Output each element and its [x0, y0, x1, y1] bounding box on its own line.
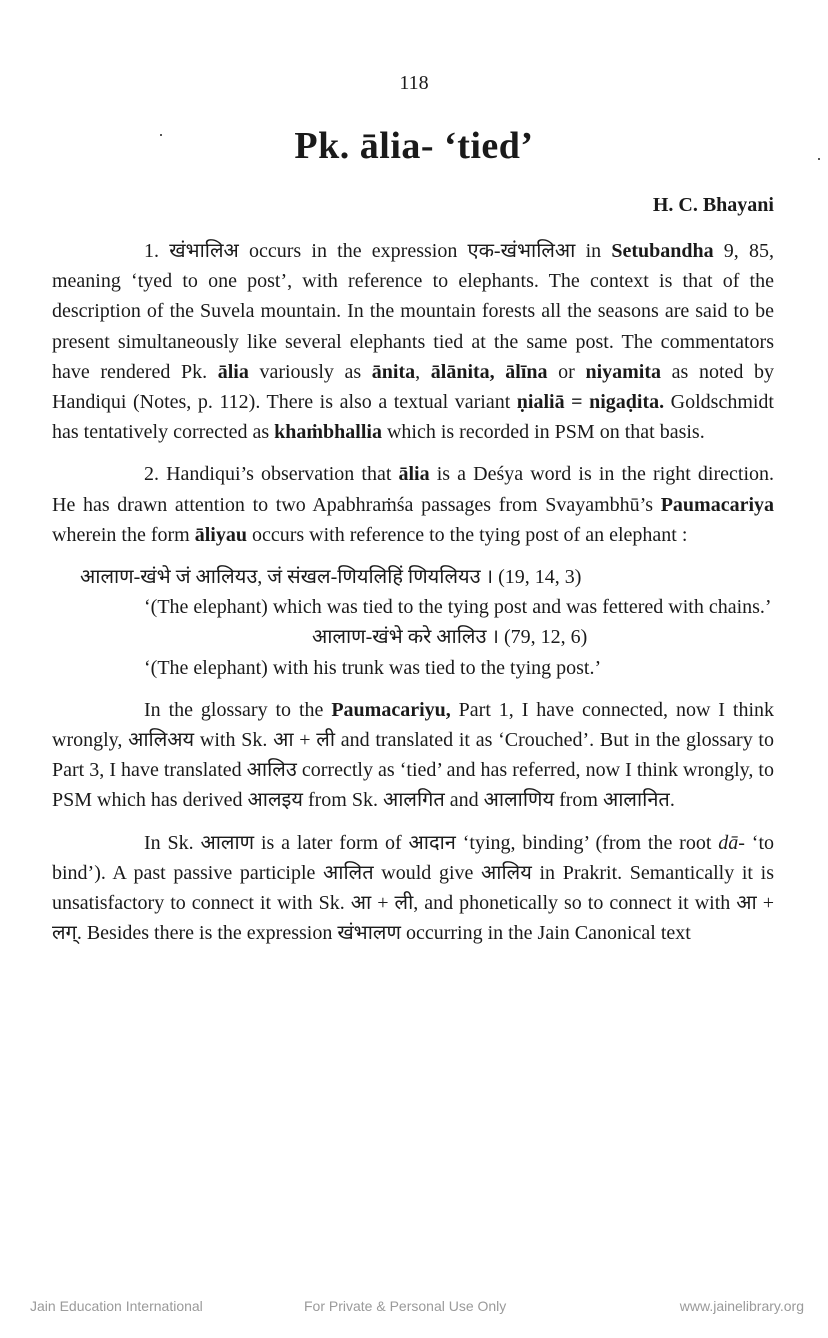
bold-term: ālānita, [430, 360, 495, 383]
verse-quote-1: आलाण-खंभे जं आलियउ, जं संखल-णियलिहिं णियलियउ । (19, 14, 3) [80, 566, 582, 589]
article-body [52, 236, 774, 948]
bold-term: ālia [217, 360, 249, 383]
text-run: In Sk. आलाण is a later form of आदान ‘tying, binding’ (from the root [144, 831, 719, 854]
text-run: as noted by Handiqui (Notes, p. 112). There is also a textual variant [52, 360, 774, 414]
bold-term: Setubandha [611, 240, 714, 262]
article-title: Pk. ālia- ‘tied’ [294, 125, 534, 167]
text-run [495, 361, 506, 383]
bold-term: āliyau [194, 523, 247, 546]
bold-term: khaṁbhallia [274, 421, 382, 444]
translation-2: ‘(The elephant) with his trunk was tied to the tying post.’ [144, 656, 602, 679]
footer-usage-note: For Private & Personal Use Only [304, 1298, 507, 1314]
footer-publisher: Jain Education International [30, 1298, 203, 1314]
paragraph-3 [52, 695, 774, 816]
bold-term: niyamita [585, 360, 662, 383]
text-run: wherein the form [52, 523, 195, 546]
text-run: In the glossary to the [144, 698, 332, 721]
italic-term: dā- [718, 831, 745, 854]
text-run: , [415, 360, 431, 383]
page-number: 118 [399, 72, 429, 94]
translation-1: ‘(The elephant) which was tied to the tying post and was fettered with chains.’ [144, 596, 772, 619]
bold-term: Paumacariyu, [331, 698, 451, 721]
scan-speck [160, 134, 162, 136]
text-run: 1. खंभालिअ occurs in the expression एक-खंभालिआ in [144, 240, 612, 262]
author-name: H. C. Bhayani [652, 194, 774, 216]
paragraph-1 [52, 236, 774, 447]
text-run: Goldschmidt has tentatively corrected as [52, 391, 774, 444]
text-run: is a Deśya word is in the right direction. He has drawn attention to two Apabhraṁśa passages from Svayambhū’s [52, 463, 774, 516]
text-run: variously as [248, 360, 372, 383]
text-run: occurs with reference to the tying post of an elephant : [246, 523, 688, 546]
bold-term: ānita [371, 360, 416, 383]
text-run: ‘to bind’). A past passive participle आलित would give आलिय in Prakrit. Semantically it is unsatisfactory to connect it with Sk. आ + ली, and phonetically so to connect it with आ + लग्. Besides there is the expression खंभालण occurring in the Jain Canonical text [52, 831, 775, 945]
text-run: which is recorded in PSM on that basis. [381, 421, 705, 444]
footer-website-link[interactable]: www.jainelibrary.org [679, 1298, 804, 1314]
bold-term: ālia [398, 463, 430, 486]
text-run: Part 1, I have connected, now I think wrongly, आलिअय with Sk. आ + ली and translated it as ‘Crouched’. But in the glossary to Part 3, I have translated आलिउ correctly as ‘tied’ and has referred, now I think wrongly, to PSM which has derived आलइय from Sk. आलगित and आलाणिय from आलानित. [52, 698, 774, 812]
bold-term: Paumacariya [660, 493, 774, 516]
text-run: 9, 85, meaning ‘tyed to one post’, with reference to elephants. The context is that of the description of the Suvela mountain. In the mountain forests all the seasons are said to be present simultaneously like several elephants tied at the same post. The commentators have rendered Pk. [52, 240, 774, 383]
verse-quote-2: आलाण-खंभे करे आलिउ । (79, 12, 6) [312, 626, 588, 649]
text-run: or [547, 360, 586, 383]
bold-term: ālīna [505, 360, 548, 383]
paragraph-2 [52, 459, 774, 550]
paragraph-4 [52, 828, 774, 949]
text-run: 2. Handiqui’s observation that [144, 463, 399, 486]
scan-speck [818, 158, 820, 160]
page-footer [0, 1298, 828, 1318]
bold-term: ṇialiā = nigaḍita. [516, 391, 665, 414]
